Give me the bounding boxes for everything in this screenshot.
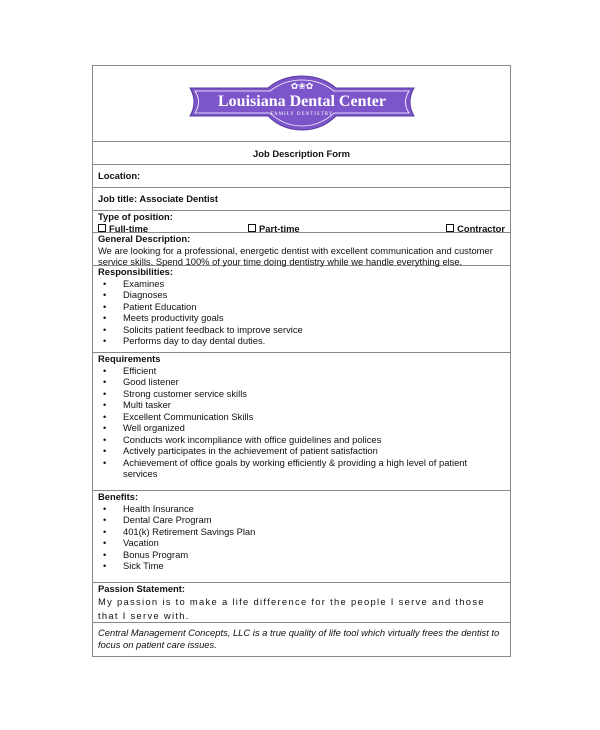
- responsibilities-label: Responsibilities:: [98, 266, 174, 277]
- form-title: Job Description Form: [93, 141, 510, 164]
- job-title: Job title: Associate Dentist: [93, 187, 510, 210]
- list-item: • Actively participates in the achievement of patient satisfaction: [98, 445, 485, 457]
- benefits-section: [93, 490, 510, 582]
- list-item: • Achievement of office goals by working efficiently & providing a high level of patient services: [98, 457, 485, 480]
- list-item: • Dental Care Program: [98, 514, 505, 526]
- position-section: [93, 210, 510, 232]
- general-label: General Description:: [98, 233, 191, 244]
- checkbox-icon: [248, 224, 256, 232]
- general-text: We are looking for a professional, energetic dentist with excellent communication and customer service skills. Spend 100% of your time doing dentistry while we handle everything else.: [98, 244, 493, 267]
- full-time-option[interactable]: Full-time: [98, 223, 248, 234]
- benefits-label: Benefits:: [98, 491, 139, 502]
- job-description-form: [92, 65, 511, 657]
- passion-text: My passion is to make a life difference for the people I serve and those that I serve with.: [98, 595, 485, 621]
- list-item: • Conducts work incompliance with office guidelines and polices: [98, 434, 485, 446]
- checkbox-icon: [98, 224, 106, 232]
- list-item: • Bonus Program: [98, 549, 505, 561]
- footer-note: Central Management Concepts, LLC is a true quality of life tool which virtually frees the dentist to focus on patient care issues.: [93, 622, 510, 656]
- list-item: • Strong customer service skills: [98, 388, 485, 400]
- svg-text:FAMILY DENTISTRY: FAMILY DENTISTRY: [270, 112, 334, 117]
- svg-text:Louisiana Dental Center: Louisiana Dental Center: [218, 93, 386, 110]
- location-field: Location:: [93, 164, 510, 187]
- passion-label: Passion Statement:: [98, 583, 186, 594]
- contractor-option[interactable]: Contractor: [446, 223, 505, 234]
- svg-text:✿❀✿: ✿❀✿: [290, 81, 314, 91]
- requirements-section: [93, 352, 510, 490]
- requirements-label: Requirements: [98, 353, 161, 364]
- list-item: • 401(k) Retirement Savings Plan: [98, 526, 505, 538]
- list-item: • Multi tasker: [98, 399, 485, 411]
- list-item: • Diagnoses: [98, 289, 505, 301]
- list-item: • Well organized: [98, 422, 485, 434]
- passion-section: [93, 582, 510, 622]
- list-item: • Performs day to day dental duties.: [98, 335, 505, 347]
- checkbox-icon: [446, 224, 454, 232]
- list-item: • Solicits patient feedback to improve service: [98, 324, 505, 336]
- list-item: • Excellent Communication Skills: [98, 411, 485, 423]
- louisiana-dental-center-logo: [186, 74, 418, 132]
- general-description: [93, 232, 510, 265]
- list-item: • Patient Education: [98, 301, 505, 313]
- responsibilities-section: [93, 265, 510, 352]
- list-item: • Meets productivity goals: [98, 312, 505, 324]
- list-item: • Good listener: [98, 376, 485, 388]
- position-label: Type of position:: [98, 211, 173, 222]
- part-time-option[interactable]: Part-time: [248, 223, 446, 234]
- list-item: • Efficient: [98, 365, 485, 377]
- list-item: • Sick Time: [98, 560, 505, 572]
- logo-row: [93, 66, 510, 141]
- list-item: • Examines: [98, 278, 505, 290]
- list-item: • Health Insurance: [98, 503, 505, 515]
- list-item: • Vacation: [98, 537, 505, 549]
